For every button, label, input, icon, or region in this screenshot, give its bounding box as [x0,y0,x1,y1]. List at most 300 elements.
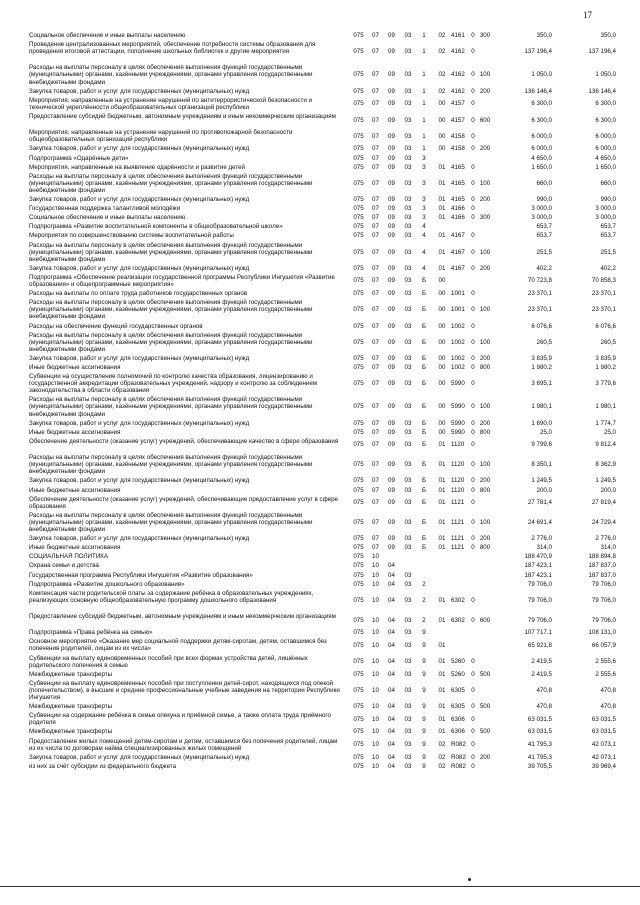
code-section: 07 [372,277,379,285]
code-program: 03 [404,658,412,666]
row-name: Подпрограмма «Одарённые дети» [29,154,129,162]
code-zero: 0 [471,116,475,124]
amount-year-1: 6 000,0 [531,145,552,153]
code-subprogram: 2 [422,596,426,604]
code-program: 03 [404,461,412,469]
code-zero: 0 [471,762,475,770]
code-ministry: 075 [353,461,364,469]
amount-year-2: 136 146,4 [588,87,616,95]
code-subprogram: Б [421,306,427,314]
code-expense-type: 500 [479,670,491,678]
code-event: 01 [438,477,446,485]
amount-year-2: 187 837,0 [588,571,616,579]
code-expense-type: 800 [479,486,491,494]
amount-year-1: 314,0 [536,544,552,552]
code-section: 10 [372,616,379,624]
code-program: 03 [404,87,412,95]
code-direction: R082 [451,762,466,770]
code-direction: 1120 [451,441,465,449]
code-program: 03 [404,499,412,507]
amount-year-2: 25,0 [603,428,616,436]
code-section: 10 [372,596,379,604]
code-program: 03 [404,223,412,231]
row-name: Расходы на выплаты персоналу в целях обеспечения выполнения функций государственными (муниципальными) органами, казёнными учреждениями, органами управления государственными внебюджетными фондами [29,331,313,353]
code-ministry: 075 [353,562,364,570]
amount-year-2: 63 031,5 [591,715,616,723]
amount-year-2: 350,0 [600,32,616,39]
code-ministry: 075 [353,163,364,171]
amount-year-2: 79 706,0 [591,616,616,624]
table-row [0,477,640,484]
code-event: 02 [438,762,446,770]
code-subprogram: Б [421,544,427,552]
code-ministry: 075 [353,486,364,494]
row-name: Компенсация части родительской платы за содержание ребёнка в образовательных учреждениях, реализующих основную общеобразовательную программу дошкольного образования [29,589,314,604]
code-event: 01 [438,163,446,171]
table-row [0,88,640,95]
table-row [0,487,640,494]
code-section: 10 [372,658,379,666]
code-subsection: 09 [388,322,395,330]
row-name: Иные бюджетные ассигнования [29,364,121,371]
amount-year-1: 23 370,1 [527,290,552,298]
code-subsection: 09 [388,441,395,449]
code-direction: 1002 [451,338,465,346]
code-zero: 0 [471,535,475,543]
row-name: Государственная поддержка талантливой молодёжи [29,205,181,213]
amount-year-2: 260,5 [600,338,616,346]
code-ministry: 075 [353,232,364,240]
code-program: 03 [404,306,412,314]
code-subprogram: Б [421,419,427,427]
code-zero: 0 [471,100,475,108]
code-direction: 5990 [451,419,465,427]
code-program: 03 [404,403,412,411]
code-event: 02 [438,71,446,79]
table-row [0,242,640,263]
page-bottom-rule [0,886,640,887]
code-expense-type: 500 [479,703,491,711]
code-event: 00 [438,419,446,427]
code-direction: 1002 [451,322,465,330]
code-zero: 0 [471,248,475,256]
code-subsection: 09 [388,132,395,140]
code-event: 01 [438,264,446,272]
code-ministry: 075 [353,616,364,624]
code-subprogram: 9 [422,753,426,761]
code-section: 07 [372,32,379,39]
code-subsection: 09 [388,428,395,436]
table-row [0,205,640,212]
row-name: Иные бюджетные ассигнования [29,486,121,494]
code-subsection: 09 [388,223,395,231]
code-subprogram: Б [421,535,427,543]
code-section: 07 [372,100,379,108]
code-ministry: 075 [353,553,364,561]
code-subsection: 04 [388,641,395,649]
table-row [0,232,640,239]
code-expense-type: 200 [479,145,491,153]
code-event: 00 [438,277,446,285]
code-subprogram: 4 [422,232,426,240]
code-ministry: 075 [353,179,364,187]
code-ministry: 075 [353,380,364,388]
amount-year-2: 42 073,1 [591,741,616,749]
code-section: 07 [372,116,379,124]
code-program: 03 [404,441,412,449]
code-direction: 6302 [451,616,465,624]
code-direction: 4166 [451,214,465,222]
code-subsection: 09 [388,290,395,298]
code-subprogram: Б [421,486,427,494]
amount-year-1: 70 723,8 [527,277,552,285]
amount-year-1: 3 000,0 [531,205,552,213]
code-zero: 0 [471,686,475,694]
code-program: 03 [404,364,412,371]
code-section: 10 [372,753,379,761]
table-row [0,173,640,194]
code-zero: 0 [471,32,475,39]
amount-year-1: 200,0 [536,486,552,494]
code-subsection: 09 [388,403,395,411]
code-subprogram: Б [421,518,427,526]
table-row [0,613,640,627]
amount-year-2: 63 031,5 [591,728,616,736]
code-direction: 1001 [451,306,465,314]
table-row [0,396,640,417]
amount-year-1: 79 706,0 [527,596,552,604]
row-name: Закупка товаров, работ и услуг для государственных (муниципальных) нужд [29,87,250,95]
row-name: Закупка товаров, работ и услуг для государственных (муниципальных) нужд [29,477,250,485]
code-subprogram: 9 [422,670,426,678]
row-name: Субвенции на содержание ребёнка в семье опекуна и приёмной семье, а также оплата труда приёмного родителя [29,712,331,727]
code-subsection: 09 [388,461,395,469]
code-program: 03 [404,290,412,298]
amount-year-1: 79 706,0 [527,580,552,588]
code-event: 02 [438,32,446,39]
code-expense-type: 100 [479,248,491,256]
code-expense-type: 300 [479,214,491,222]
amount-year-1: 260,5 [536,338,552,346]
code-section: 10 [372,580,379,588]
code-subsection: 04 [388,686,395,694]
code-subsection: 04 [388,571,395,579]
code-subprogram: 1 [422,71,426,79]
code-program: 03 [404,196,412,203]
table-row [0,97,640,111]
code-program: 03 [404,762,412,770]
amount-year-1: 6 300,0 [531,100,552,108]
code-section: 07 [372,364,379,371]
code-zero: 0 [471,48,475,56]
code-ministry: 075 [353,753,364,761]
code-section: 07 [372,132,379,140]
code-event: 01 [438,658,446,666]
row-name: Закупка товаров, работ и услуг для государственных (муниципальных) нужд [29,753,250,761]
code-expense-type: 800 [479,364,491,371]
code-subprogram: 9 [422,658,426,666]
code-program: 03 [404,380,412,388]
code-program: 03 [404,145,412,153]
code-program: 03 [404,48,412,56]
code-subsection: 04 [388,715,395,723]
code-direction: 4167 [451,248,465,256]
amount-year-2: 1 050,0 [595,71,616,79]
code-direction: 5990 [451,428,465,436]
amount-year-1: 660,0 [536,179,552,187]
amount-year-2: 137 196,4 [588,48,616,56]
code-zero: 0 [471,264,475,272]
code-program: 03 [404,428,412,436]
code-direction: 1121 [451,544,465,552]
code-subprogram: Б [421,441,427,449]
row-name: Мероприятия, направленные на выявление одарённости и развитие детей [29,163,245,171]
amount-year-2: 402,2 [600,264,616,272]
table-row [0,373,640,394]
row-name: Проведение централизованных мероприятий, обеспечение потребности системы образования для проведения итоговой аттестации, пополнение школьных библиотек и другие мероприятия [29,41,316,56]
amount-year-1: 470,8 [536,686,552,694]
code-section: 07 [372,380,379,388]
code-zero: 0 [471,753,475,761]
amount-year-2: 70 858,3 [591,277,616,285]
table-row [0,265,640,272]
amount-year-2: 6 000,0 [595,132,616,140]
row-name: Субвенции на осуществление полномочий по контролю качества образования, лицензированию и государственной аккредитации образовательных учреждений, надзору и контролю за соблюдением законодательства в области образования [29,373,318,395]
code-direction: 4161 [451,32,465,39]
code-expense-type: 100 [479,179,491,187]
code-ministry: 075 [353,596,364,604]
amount-year-2: 42 073,1 [591,753,616,761]
code-direction: 4165 [451,163,465,171]
code-subprogram: 1 [422,48,426,56]
code-ministry: 075 [353,703,364,711]
code-subprogram: 9 [422,762,426,770]
code-subsection: 09 [388,364,395,371]
amount-year-1: 23 370,1 [527,306,552,314]
code-section: 07 [372,428,379,436]
amount-year-2: 470,8 [600,703,616,711]
row-name: Предоставление жилых помещений детям-сиротам и детям, оставшимся без попечения родителей, лицам из их числа по договорам найма специализированных жилых помещений [29,737,338,752]
code-section: 07 [372,205,379,213]
code-section: 07 [372,419,379,427]
code-event: 00 [438,354,446,362]
table-row [0,763,640,770]
amount-year-2: 4 650,0 [595,154,616,162]
amount-year-2: 2 555,6 [595,670,616,678]
code-subprogram: Б [421,499,427,507]
code-section: 07 [372,338,379,346]
row-name: Закупка товаров, работ и услуг для государственных (муниципальных) нужд [29,535,250,543]
code-program: 03 [404,571,412,579]
code-subprogram: 1 [422,100,426,108]
amount-year-2: 23 370,1 [591,306,616,314]
code-ministry: 075 [353,87,364,95]
table-row [0,655,640,669]
code-program: 03 [404,132,412,140]
code-ministry: 075 [353,248,364,256]
code-program: 03 [404,100,412,108]
code-direction: 1120 [451,461,465,469]
code-subsection: 09 [388,477,395,485]
code-subsection: 09 [388,71,395,79]
code-section: 07 [372,477,379,485]
table-row [0,629,640,636]
amount-year-1: 1 650,0 [531,163,552,171]
amount-year-1: 1 980,1 [531,403,552,411]
code-section: 07 [372,71,379,79]
code-event: 01 [438,616,446,624]
code-program: 03 [404,354,412,362]
row-name: Расходы на выплаты персоналу в целях обеспечения выполнения функций государственными (муниципальными) органами, казёнными учреждениями, органами управления государственными внебюджетными фондами [29,241,313,263]
amount-year-1: 63 031,5 [527,728,552,736]
code-direction: 1001 [451,290,465,298]
row-name: Субвенции на выплату единовременных пособий при всех формах устройства детей, лишённых родительского попечения в семью [29,654,308,669]
code-section: 10 [372,703,379,711]
code-program: 03 [404,248,412,256]
code-expense-type: 600 [479,116,491,124]
code-subsection: 04 [388,629,395,637]
code-ministry: 075 [353,214,364,222]
code-event: 01 [438,728,446,736]
code-subprogram: 3 [422,154,426,162]
code-event: 01 [438,535,446,543]
table-row [0,214,640,221]
row-name: Межбюджетные трансферты [29,728,113,736]
code-ministry: 075 [353,741,364,749]
amount-year-2: 1 980,1 [595,403,616,411]
code-expense-type: 100 [479,518,491,526]
code-direction: R082 [451,741,466,749]
code-event: 01 [438,670,446,678]
code-ministry: 075 [353,132,364,140]
code-subprogram: 3 [422,205,426,213]
code-direction: 5990 [451,403,465,411]
code-zero: 0 [471,486,475,494]
code-direction: 4167 [451,264,465,272]
code-program: 03 [404,715,412,723]
code-subsection: 04 [388,728,395,736]
amount-year-2: 1 980,2 [595,364,616,371]
code-subsection: 09 [388,486,395,494]
code-zero: 0 [471,290,475,298]
code-subprogram: Б [421,428,427,436]
table-row [0,738,640,752]
code-zero: 0 [471,544,475,552]
code-direction: 5990 [451,380,465,388]
row-name: Субвенции на выплату единовременных пособий при поступлении детей-сирот, находящихся под опекой (попечительством), в высшие и средние профессиональные учебные заведения на территории Республики Ингушетия [29,679,340,701]
code-ministry: 075 [353,499,364,507]
amount-year-1: 188 470,9 [524,553,552,561]
code-ministry: 075 [353,571,364,579]
code-direction: 1002 [451,354,465,362]
amount-year-1: 990,0 [536,196,552,203]
code-ministry: 075 [353,364,364,371]
code-subsection: 09 [388,116,395,124]
code-event: 01 [438,214,446,222]
code-program: 03 [404,116,412,124]
code-event: 00 [438,338,446,346]
code-subsection: 09 [388,205,395,213]
row-name: Межбюджетные трансферты [29,703,113,711]
code-event: 01 [438,518,446,526]
code-subsection: 04 [388,753,395,761]
code-ministry: 075 [353,322,364,330]
code-zero: 0 [471,477,475,485]
code-direction: 4158 [451,145,465,153]
code-section: 10 [372,686,379,694]
code-zero: 0 [471,728,475,736]
table-row [0,332,640,353]
amount-year-1: 136 146,4 [524,87,552,95]
code-expense-type: 600 [479,616,491,624]
code-subsection: 09 [388,338,395,346]
table-row [0,562,640,569]
amount-year-1: 2 419,5 [531,670,552,678]
code-subsection: 09 [388,264,395,272]
amount-year-1: 1 249,5 [531,477,552,485]
code-ministry: 075 [353,116,364,124]
amount-year-2: 1 650,0 [595,163,616,171]
code-subprogram: 3 [422,214,426,222]
row-name: Иные бюджетные ассигнования [29,544,121,552]
amount-year-2: 1 249,5 [595,477,616,485]
amount-year-1: 63 031,5 [527,715,552,723]
code-ministry: 075 [353,641,364,649]
amount-year-2: 200,0 [600,486,616,494]
amount-year-2: 66 057,9 [591,641,616,649]
amount-year-2: 314,0 [600,544,616,552]
code-subsection: 04 [388,562,395,570]
code-program: 03 [404,728,412,736]
code-subprogram: 2 [422,580,426,588]
code-zero: 0 [471,658,475,666]
code-zero: 0 [471,616,475,624]
amount-year-1: 187 423,1 [524,562,552,570]
amount-year-2: 39 969,4 [591,762,616,770]
code-expense-type: 500 [479,728,491,736]
code-event: 01 [438,499,446,507]
code-subsection: 09 [388,518,395,526]
amount-year-2: 6 000,0 [595,145,616,153]
code-program: 03 [404,703,412,711]
table-row [0,290,640,297]
amount-year-1: 39 705,5 [527,762,552,770]
row-name: СОЦИАЛЬНАЯ ПОЛИТИКА [29,553,108,561]
code-event: 02 [438,741,446,749]
code-event: 00 [438,132,446,140]
code-subsection: 09 [388,499,395,507]
code-subprogram: 9 [422,686,426,694]
amount-year-2: 6 076,6 [595,322,616,330]
amount-year-1: 1 690,0 [531,419,552,427]
code-direction: 4166 [451,205,465,213]
amount-year-2: 187 837,0 [588,562,616,570]
code-program: 03 [404,163,412,171]
code-subprogram: Б [421,354,427,362]
code-program: 03 [404,71,412,79]
code-section: 10 [372,670,379,678]
table-row [0,64,640,85]
amount-year-2: 9 812,4 [595,441,616,449]
code-event: 01 [438,544,446,552]
amount-year-1: 6 076,6 [531,322,552,330]
code-expense-type: 200 [479,87,491,95]
code-event: 00 [438,145,446,153]
code-section: 10 [372,629,379,637]
amount-year-1: 41 795,3 [527,741,552,749]
code-subprogram: 4 [422,223,426,231]
code-zero: 0 [471,179,475,187]
